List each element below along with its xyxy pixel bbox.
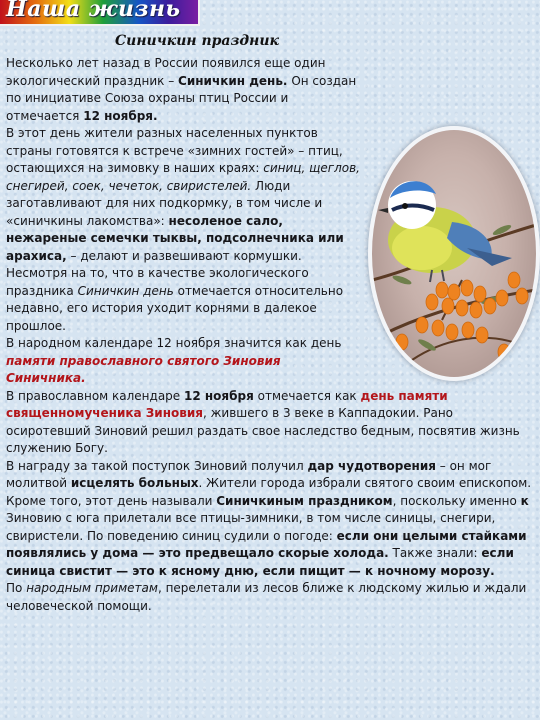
paragraph-orthodox-calendar: В православном календаре 12 ноября отмечается как день памяти священномученика Зиновия, жившего в 3 веке в Каппадокии. Рано осиротевший Зиновий решил раздать свое наследство бедным, посвятив жизнь служению Богу.: [6, 388, 520, 455]
paragraph-miracles: В награду за такой поступок Зиновий получил дар чудотворения – он мог молитвой исцелять больных. Жители города избрали святого своим епископом.: [6, 458, 532, 490]
article-body: [6, 55, 534, 615]
paragraph-preparation: В этот день жители разных населенных пунктов страны готовятся к встрече «зимних гостей» – птиц, остающихся на зимовку в наших краях: синиц, щеглов, снегирей, соек, чечеток, свиристелей. Люди заготавливают для них подкормку, в том числе и «синичкины лакомства»: несоленое сало, нежареные семечки тыквы, подсолнечника или арахиса, – делают и развешивают кормушки.: [6, 126, 360, 263]
article-title: Синичкин праздник: [115, 33, 280, 49]
paragraph-titmouse-holiday: Кроме того, этот день называли Синичкиным праздником, поскольку именно к Зиновию с юга прилетали все птицы-зимники, в том числе синицы, снегири, свиристели. По поведению синиц судили о погоде: если они целыми стайками появлялись у дома — это предвещало скорые холода. Также знали: если синица свистит — это к ясному дню, если пищит — к ночному морозу.: [6, 493, 529, 578]
section-banner: [0, 0, 200, 26]
paragraph-folk-signs: По народным приметам, перелетали из лесов ближе к людскому жилью и ждали человеческой помощи.: [6, 581, 527, 613]
paragraph-folk-calendar: В народном календаре 12 ноября значится как день памяти православного святого Зиновия Синичника.: [6, 336, 342, 385]
paragraph-history: Несмотря на то, что в качестве экологического праздника Синичкин день отмечается относительно недавно, его история уходит корнями в далекое прошлое.: [6, 266, 344, 333]
banner-title: Наша жизнь: [6, 0, 181, 22]
paragraph-intro: Несколько лет назад в России появился еще один экологический праздник – Синичкин день. Он создан по инициативе Союза охраны птиц России и отмечается 12 ноября.: [6, 56, 357, 123]
